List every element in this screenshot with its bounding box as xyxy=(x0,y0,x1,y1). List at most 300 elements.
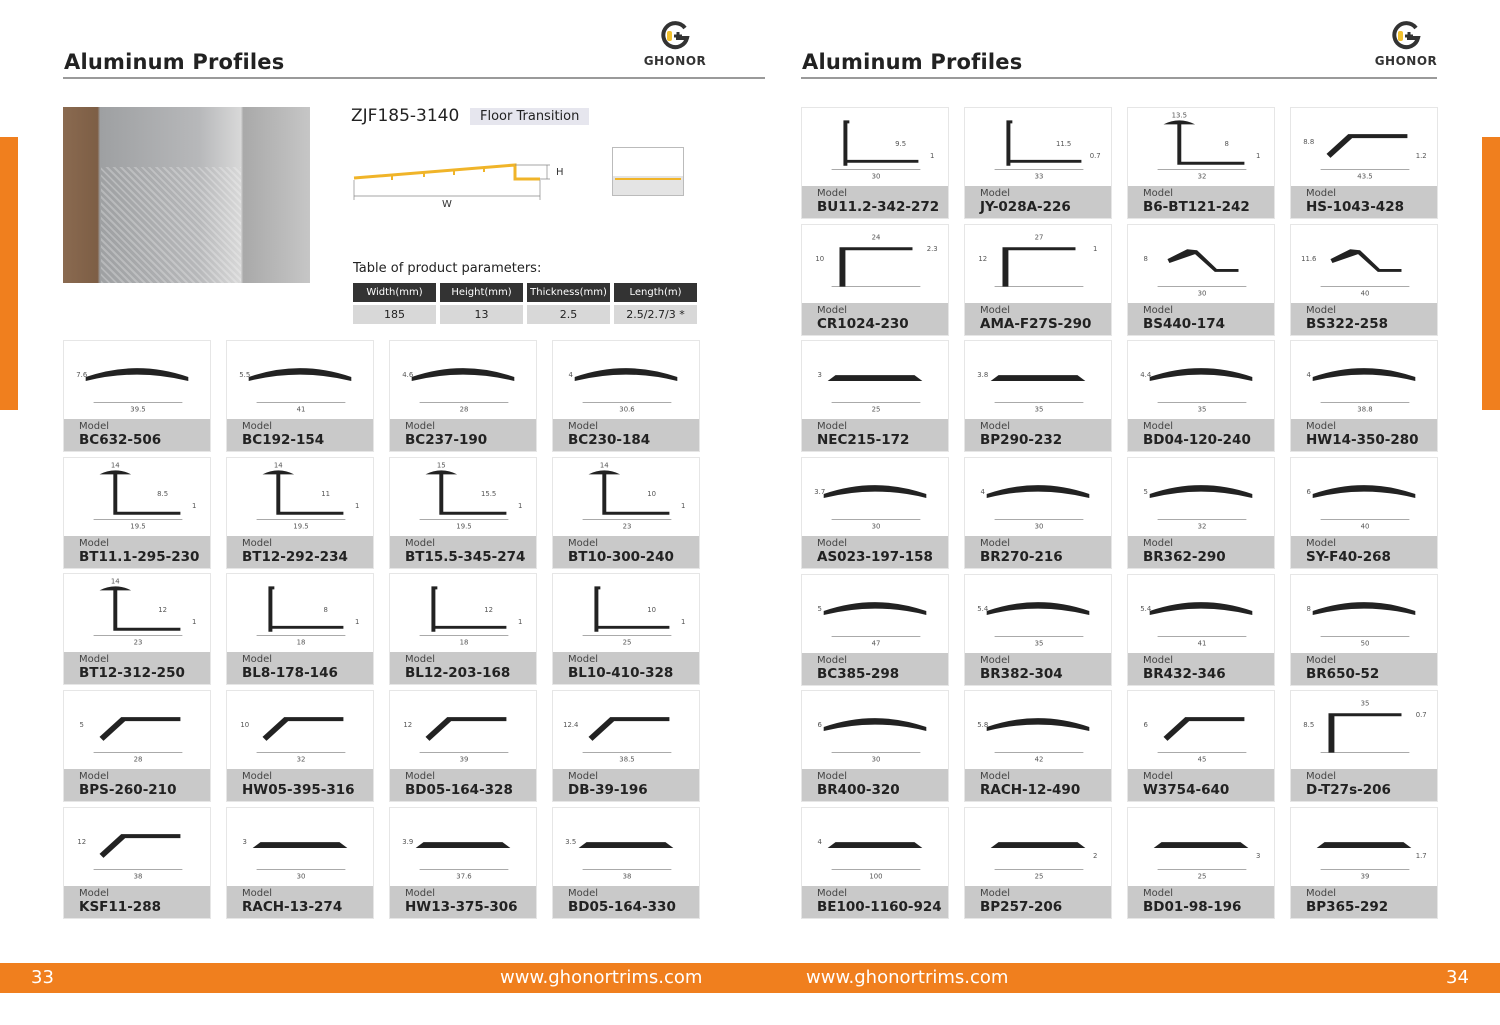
profile-ramp-drawing xyxy=(1128,691,1274,770)
top-width-dimension: 35 xyxy=(1360,699,1370,708)
profile-card[interactable] xyxy=(226,807,374,919)
profile-card[interactable] xyxy=(801,807,949,919)
model-number: BT11.1-295-230 xyxy=(79,548,200,565)
model-number: B6-BT121-242 xyxy=(1143,199,1250,215)
profile-ramp-drawing xyxy=(390,691,536,770)
width-dimension: 39.5 xyxy=(130,405,146,414)
profile-ramp-drawing xyxy=(553,691,699,770)
model-label-bar xyxy=(802,769,948,801)
profile-arc-drawing xyxy=(390,341,536,420)
model-caption: Model xyxy=(1306,888,1337,900)
thickness-dimension: 1 xyxy=(518,501,523,510)
thickness-dimension: 1.2 xyxy=(1415,151,1427,160)
width-dimension: 18 xyxy=(459,638,469,647)
profile-card[interactable] xyxy=(226,457,374,569)
profile-arc-drawing xyxy=(1291,341,1437,420)
profile-card[interactable] xyxy=(552,457,700,569)
top-width-dimension: 13.5 xyxy=(1171,111,1187,120)
model-number: BP257-206 xyxy=(980,899,1063,916)
profile-card[interactable] xyxy=(801,457,949,569)
thickness-dimension: 2 xyxy=(1093,851,1098,860)
model-caption: Model xyxy=(1143,888,1174,900)
profile-section xyxy=(589,470,670,514)
brand-name: GHONOR xyxy=(643,54,707,68)
profile-section xyxy=(987,485,1090,498)
model-number: DB-39-196 xyxy=(568,782,648,799)
width-dimension: 38 xyxy=(133,872,143,881)
profile-card[interactable] xyxy=(1127,807,1275,919)
profile-ramp-drawing xyxy=(64,691,210,770)
params-value: 2.5 xyxy=(527,305,610,324)
model-number: SY-F40-268 xyxy=(1306,549,1391,566)
model-label-bar xyxy=(227,536,373,568)
profile-section xyxy=(263,717,344,741)
profile-card[interactable] xyxy=(964,224,1112,336)
model-caption: Model xyxy=(242,654,273,666)
width-dimension: 47 xyxy=(871,639,881,648)
height-dimension: 12 xyxy=(978,254,988,263)
profile-card[interactable] xyxy=(552,340,700,452)
model-caption: Model xyxy=(405,771,436,783)
profile-card[interactable] xyxy=(389,457,537,569)
model-caption: Model xyxy=(1306,304,1337,316)
width-dimension: 25 xyxy=(871,405,881,414)
height-dimension: 5 xyxy=(817,604,822,613)
height-dimension: 5.5 xyxy=(239,371,251,380)
profile-card[interactable] xyxy=(1290,340,1438,452)
profile-section xyxy=(416,842,511,848)
params-header: Thickness(mm) xyxy=(527,283,610,302)
profile-card[interactable] xyxy=(964,807,1112,919)
model-label-bar xyxy=(1291,769,1437,801)
height-dimension: 11.6 xyxy=(1301,254,1317,263)
height-dimension: 6 xyxy=(1143,721,1148,730)
model-label-bar xyxy=(64,886,210,918)
profile-section xyxy=(589,717,670,741)
profile-arc-drawing xyxy=(802,691,948,770)
model-caption: Model xyxy=(817,654,848,666)
profile-card[interactable] xyxy=(801,224,949,336)
profile-section xyxy=(1150,602,1253,615)
model-number: W3754-640 xyxy=(1143,782,1230,799)
width-dimension: 38 xyxy=(622,872,632,881)
profile-card[interactable] xyxy=(63,457,211,569)
website-link-left[interactable]: www.ghonortrims.com xyxy=(500,967,703,988)
profile-section xyxy=(991,842,1086,848)
model-number: HW14-350-280 xyxy=(1306,432,1419,449)
width-dimension: 41 xyxy=(1197,639,1207,648)
product-photo xyxy=(63,107,310,283)
model-caption: Model xyxy=(242,421,273,432)
profile-section xyxy=(1150,485,1253,498)
page-number-left: 33 xyxy=(31,967,54,988)
top-width-dimension: 27 xyxy=(1034,233,1044,242)
height-dimension: 4 xyxy=(980,488,985,497)
profile-section xyxy=(100,470,181,514)
height-dimension: 10 xyxy=(647,489,657,498)
model-number: BR362-290 xyxy=(1143,549,1226,566)
top-width-dimension: 14 xyxy=(273,461,283,470)
model-caption: Model xyxy=(242,537,273,549)
model-number: BD04-120-240 xyxy=(1143,432,1251,449)
profile-arc-drawing xyxy=(802,458,948,537)
profile-flat-drawing xyxy=(965,341,1111,420)
thickness-dimension: 1 xyxy=(355,501,360,510)
width-dimension: 40 xyxy=(1360,289,1370,298)
height-dimension: 12.4 xyxy=(563,721,579,730)
profile-section xyxy=(100,587,181,631)
model-caption: Model xyxy=(1143,304,1174,316)
height-dimension: 4.4 xyxy=(1140,371,1152,380)
model-caption: Model xyxy=(79,771,110,783)
profile-card[interactable] xyxy=(1290,807,1438,919)
width-dimension: 38.8 xyxy=(1357,405,1373,414)
model-label-bar xyxy=(1128,536,1274,568)
height-dimension: 11 xyxy=(321,489,331,498)
website-link-right[interactable]: www.ghonortrims.com xyxy=(806,967,1009,988)
profile-section xyxy=(594,587,669,632)
width-dimension: 43.5 xyxy=(1357,172,1373,181)
thickness-dimension: 2.3 xyxy=(926,244,938,253)
width-dimension: 40 xyxy=(1360,522,1370,531)
model-number: BE100-1160-924 xyxy=(817,899,942,916)
model-caption: Model xyxy=(817,421,848,433)
profile-card[interactable] xyxy=(964,107,1112,219)
profile-ramp-drawing xyxy=(64,808,210,887)
height-dimension: 8.5 xyxy=(157,489,169,498)
profile-section xyxy=(828,842,923,848)
profile-card[interactable] xyxy=(1290,224,1438,336)
height-dimension: 5.8 xyxy=(977,721,989,730)
model-caption: Model xyxy=(1306,654,1337,666)
model-number: BR432-346 xyxy=(1143,665,1226,682)
height-dimension: 5.4 xyxy=(977,604,989,613)
model-number: BP290-232 xyxy=(980,432,1063,449)
model-number: NEC215-172 xyxy=(817,432,910,449)
model-number: BT10-300-240 xyxy=(568,548,674,565)
profile-card[interactable] xyxy=(964,457,1112,569)
orange-side-tab-left xyxy=(0,137,18,410)
model-number: D-T27s-206 xyxy=(1306,782,1391,799)
thickness-dimension: 0.7 xyxy=(1415,711,1427,720)
model-label-bar xyxy=(965,419,1111,451)
thickness-dimension: 1 xyxy=(681,618,686,627)
model-label-bar xyxy=(1128,769,1274,801)
thickness-dimension: 1 xyxy=(518,618,523,627)
width-dimension: 18 xyxy=(296,638,306,647)
profile-section xyxy=(1330,249,1401,272)
profile-section xyxy=(249,368,352,381)
profile-arc-drawing xyxy=(1291,575,1437,654)
profile-section xyxy=(431,587,506,632)
model-label-bar xyxy=(553,419,699,451)
model-label-bar xyxy=(1291,303,1437,335)
profile-card[interactable] xyxy=(801,574,949,686)
profile-section xyxy=(100,834,181,858)
model-caption: Model xyxy=(568,421,599,432)
product-type-badge: Floor Transition xyxy=(470,108,589,125)
profile-card[interactable] xyxy=(63,690,211,802)
product-profile-drawing xyxy=(350,150,580,210)
profile-flat-drawing xyxy=(390,808,536,887)
params-table xyxy=(353,283,697,324)
model-caption: Model xyxy=(568,771,599,783)
model-label-bar xyxy=(227,769,373,801)
profile-flat-drawing xyxy=(1128,808,1274,887)
height-dimension: 4.6 xyxy=(402,371,414,380)
profile-card[interactable] xyxy=(1127,574,1275,686)
profile-arc-drawing xyxy=(553,341,699,420)
profile-section xyxy=(839,247,912,286)
width-dimension: 45 xyxy=(1197,756,1207,765)
profile-section xyxy=(991,375,1086,381)
params-value: 2.5/2.7/3 * xyxy=(614,305,697,324)
drawing-width-label: W xyxy=(442,199,452,210)
model-number: BU11.2-342-272 xyxy=(817,199,940,215)
model-label-bar xyxy=(1291,419,1437,451)
model-caption: Model xyxy=(1306,421,1337,433)
model-label-bar xyxy=(1291,653,1437,685)
thickness-dimension: 0.7 xyxy=(1089,151,1101,160)
model-label-bar xyxy=(1128,419,1274,451)
profile-card[interactable] xyxy=(389,690,537,802)
model-caption: Model xyxy=(817,538,848,550)
profile-flat-drawing xyxy=(802,808,948,887)
model-caption: Model xyxy=(79,887,110,899)
profile-card[interactable] xyxy=(1127,107,1275,219)
profile-flat-drawing xyxy=(965,808,1111,887)
model-caption: Model xyxy=(980,888,1011,900)
profile-tee-drawing xyxy=(227,458,373,537)
width-dimension: 25 xyxy=(622,638,632,647)
width-dimension: 23 xyxy=(622,522,632,531)
brand-logo-right xyxy=(1371,20,1441,69)
model-label-bar xyxy=(802,536,948,568)
model-label-bar xyxy=(965,186,1111,218)
model-label-bar xyxy=(64,536,210,568)
profile-ramp-drawing xyxy=(227,691,373,770)
profile-card[interactable] xyxy=(552,573,700,685)
profile-L-drawing xyxy=(390,574,536,653)
profile-card[interactable] xyxy=(964,340,1112,452)
model-label-bar xyxy=(64,652,210,684)
profile-card[interactable] xyxy=(1127,224,1275,336)
model-number: BL10-410-328 xyxy=(568,665,674,682)
model-caption: Model xyxy=(817,188,848,199)
model-caption: Model xyxy=(405,537,436,549)
profile-section xyxy=(575,368,678,381)
profile-card[interactable] xyxy=(389,573,537,685)
profile-section xyxy=(579,842,674,848)
profile-card[interactable] xyxy=(801,690,949,802)
width-dimension: 19.5 xyxy=(130,522,146,531)
footer-bar xyxy=(0,963,1500,993)
top-width-dimension: 15 xyxy=(436,461,446,470)
model-caption: Model xyxy=(568,654,599,666)
width-dimension: 35 xyxy=(1197,405,1207,414)
orange-side-tab-right xyxy=(1482,137,1500,410)
profile-section xyxy=(1164,120,1245,164)
page-title-right: Aluminum Profiles xyxy=(802,50,1023,74)
profile-arc-drawing xyxy=(965,691,1111,770)
drawing-height-label: H xyxy=(556,167,564,178)
width-dimension: 30 xyxy=(1034,522,1044,531)
width-dimension: 50 xyxy=(1360,639,1370,648)
model-label-bar xyxy=(553,769,699,801)
model-label-bar xyxy=(802,653,948,685)
profile-card[interactable] xyxy=(226,573,374,685)
profile-card[interactable] xyxy=(1290,107,1438,219)
profile-grid-left xyxy=(63,340,700,919)
width-dimension: 25 xyxy=(1034,872,1044,881)
model-number: BD01-98-196 xyxy=(1143,899,1242,916)
width-dimension: 32 xyxy=(1197,522,1207,531)
profile-card[interactable] xyxy=(1127,690,1275,802)
model-caption: Model xyxy=(79,421,110,432)
profile-arc-drawing xyxy=(227,341,373,420)
height-dimension: 5 xyxy=(79,721,84,730)
model-number: BR400-320 xyxy=(817,782,900,799)
profile-card[interactable] xyxy=(1127,340,1275,452)
profile-section xyxy=(1317,842,1412,848)
profile-card[interactable] xyxy=(1290,574,1438,686)
brand-name: GHONOR xyxy=(1374,54,1438,68)
ghonor-logo-icon xyxy=(658,20,692,50)
model-label-bar xyxy=(553,886,699,918)
profile-section xyxy=(1313,369,1416,382)
model-caption: Model xyxy=(1143,538,1174,550)
model-caption: Model xyxy=(568,537,599,549)
thickness-dimension: 1 xyxy=(1093,244,1098,253)
model-number: CR1024-230 xyxy=(817,315,909,332)
profile-card[interactable] xyxy=(801,107,949,219)
profile-card[interactable] xyxy=(63,340,211,452)
width-dimension: 28 xyxy=(459,405,469,414)
model-label-bar xyxy=(965,653,1111,685)
profile-card[interactable] xyxy=(226,340,374,452)
model-number: BD05-164-330 xyxy=(568,898,676,915)
profile-L-drawing xyxy=(965,108,1111,187)
profile-flat-drawing xyxy=(1291,808,1437,887)
profile-grid-right xyxy=(801,107,1438,919)
profile-card[interactable] xyxy=(63,807,211,919)
profile-flat-drawing xyxy=(802,341,948,420)
width-dimension: 28 xyxy=(133,755,143,764)
model-caption: Model xyxy=(980,771,1011,783)
params-header: Width(mm) xyxy=(353,283,436,302)
page-title-left: Aluminum Profiles xyxy=(64,50,285,74)
profile-section xyxy=(987,602,1090,615)
height-dimension: 3.5 xyxy=(565,837,577,846)
profile-card[interactable] xyxy=(552,690,700,802)
profile-section xyxy=(824,602,927,615)
width-dimension: 42 xyxy=(1034,756,1044,765)
height-dimension: 6 xyxy=(817,721,822,730)
model-caption: Model xyxy=(980,654,1011,666)
width-dimension: 30 xyxy=(1197,289,1207,298)
height-dimension: 10 xyxy=(815,254,825,263)
profile-L-drawing xyxy=(802,108,948,187)
thickness-dimension: 1 xyxy=(1256,151,1261,160)
width-dimension: 35 xyxy=(1034,405,1044,414)
top-width-dimension: 24 xyxy=(871,233,881,242)
model-number: BL12-203-168 xyxy=(405,665,511,682)
profile-card[interactable] xyxy=(1127,457,1275,569)
profile-card[interactable] xyxy=(226,690,374,802)
width-dimension: 100 xyxy=(869,872,883,881)
profile-section xyxy=(412,368,515,381)
height-dimension: 8.5 xyxy=(1303,721,1315,730)
model-number: HS-1043-428 xyxy=(1306,199,1404,215)
profile-card[interactable] xyxy=(63,573,211,685)
height-dimension: 4 xyxy=(1306,371,1311,380)
model-caption: Model xyxy=(817,771,848,783)
profile-card[interactable] xyxy=(1290,690,1438,802)
model-label-bar xyxy=(553,536,699,568)
profile-section xyxy=(987,719,1090,732)
width-dimension: 23 xyxy=(133,638,143,647)
width-dimension: 32 xyxy=(296,755,306,764)
width-dimension: 30 xyxy=(871,172,881,181)
model-label-bar xyxy=(390,886,536,918)
height-dimension: 15.5 xyxy=(480,489,497,498)
height-dimension: 8 xyxy=(1306,604,1311,613)
model-caption: Model xyxy=(1306,538,1337,550)
height-dimension: 3.9 xyxy=(402,837,414,846)
model-label-bar xyxy=(802,303,948,335)
height-dimension: 12 xyxy=(484,606,494,615)
width-dimension: 30 xyxy=(871,522,881,531)
profile-card[interactable] xyxy=(1290,457,1438,569)
profile-section xyxy=(1328,714,1401,753)
model-caption: Model xyxy=(242,771,273,783)
params-header: Height(mm) xyxy=(440,283,523,302)
model-number: KSF11-288 xyxy=(79,898,161,915)
profile-section xyxy=(253,842,348,848)
profile-ramp-drawing xyxy=(1291,108,1437,187)
profile-section xyxy=(1154,842,1249,848)
thickness-dimension: 1 xyxy=(930,151,935,160)
profile-card[interactable] xyxy=(964,690,1112,802)
model-label-bar xyxy=(553,652,699,684)
model-label-bar xyxy=(965,769,1111,801)
height-dimension: 10 xyxy=(240,721,250,730)
params-table-label: Table of product parameters: xyxy=(353,261,542,276)
width-dimension: 30 xyxy=(296,872,306,881)
profile-arc-drawing xyxy=(1128,458,1274,537)
profile-cap-drawing xyxy=(1291,691,1437,770)
model-number: BT12-312-250 xyxy=(79,665,185,682)
profile-card[interactable] xyxy=(389,807,537,919)
model-label-bar xyxy=(1128,653,1274,685)
profile-hump-drawing xyxy=(1291,225,1437,304)
model-label-bar xyxy=(64,769,210,801)
profile-card[interactable] xyxy=(552,807,700,919)
thickness-dimension: 1 xyxy=(355,618,360,627)
model-caption: Model xyxy=(1306,771,1337,783)
profile-section xyxy=(1150,369,1253,382)
height-dimension: 10 xyxy=(647,606,657,615)
width-dimension: 35 xyxy=(1034,639,1044,648)
profile-card[interactable] xyxy=(964,574,1112,686)
installation-thumbnail xyxy=(612,147,684,196)
model-caption: Model xyxy=(980,304,1011,316)
profile-card[interactable] xyxy=(801,340,949,452)
height-dimension: 12 xyxy=(158,606,168,615)
model-label-bar xyxy=(802,186,948,218)
profile-card[interactable] xyxy=(389,340,537,452)
profile-hump-drawing xyxy=(1128,225,1274,304)
